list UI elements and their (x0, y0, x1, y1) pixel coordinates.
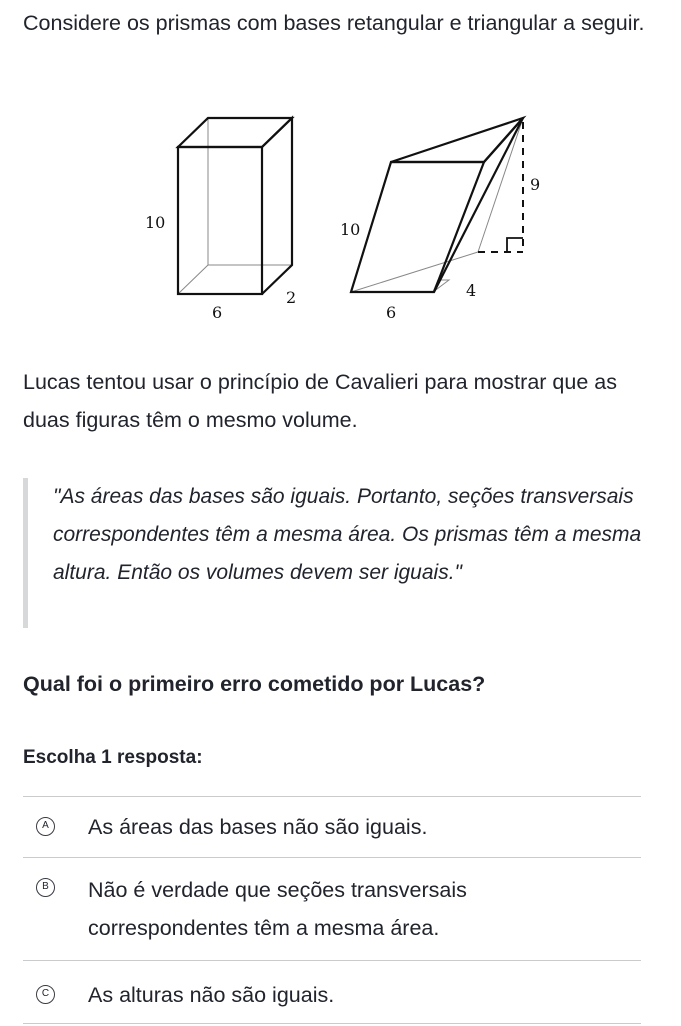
rect-depth-label: 2 (286, 288, 297, 307)
choice-c-bubble-icon[interactable]: C (36, 985, 55, 1004)
tri-height-label: 9 (530, 175, 541, 194)
choice-c[interactable] (23, 961, 641, 1023)
tri-base-width-label: 6 (386, 303, 397, 322)
intro-text: Considere os prismas com bases retangular e triangular a seguir. (23, 11, 645, 35)
prism-figures (0, 100, 681, 340)
rect-height-label: 10 (145, 213, 166, 232)
tri-base-depth-label: 4 (466, 281, 477, 300)
choose-answer-label: Escolha 1 resposta: (23, 747, 203, 768)
choice-b[interactable] (23, 858, 641, 959)
triangular-prism (351, 118, 523, 292)
question-text: Qual foi o primeiro erro cometido por Lucas? (23, 672, 486, 696)
choice-b-text: Não é verdade que seções transversais correspondentes têm a mesma área. (88, 878, 467, 940)
tri-slant-label: 10 (340, 220, 361, 239)
rect-width-label: 6 (212, 303, 223, 322)
choice-a-bubble-icon[interactable]: A (36, 817, 55, 836)
rectangular-prism (178, 118, 292, 294)
choice-c-text: As alturas não são iguais. (88, 983, 335, 1007)
prisms-diagram (0, 100, 681, 340)
statement-text: Lucas tentou usar o princípio de Cavalieri para mostrar que as duas figuras têm o mesmo volume. (23, 370, 617, 432)
choice-b-bubble-icon[interactable]: B (36, 878, 55, 897)
choice-a[interactable] (23, 797, 641, 856)
choice-a-text: As áreas das bases não são iguais. (88, 815, 428, 839)
divider (23, 1023, 641, 1024)
lucas-quote: "As áreas das bases são iguais. Portanto, seções transversais correspondentes têm a mesma área. Os prismas têm a mesma altura. Então os volumes devem ser iguais." (23, 478, 653, 628)
